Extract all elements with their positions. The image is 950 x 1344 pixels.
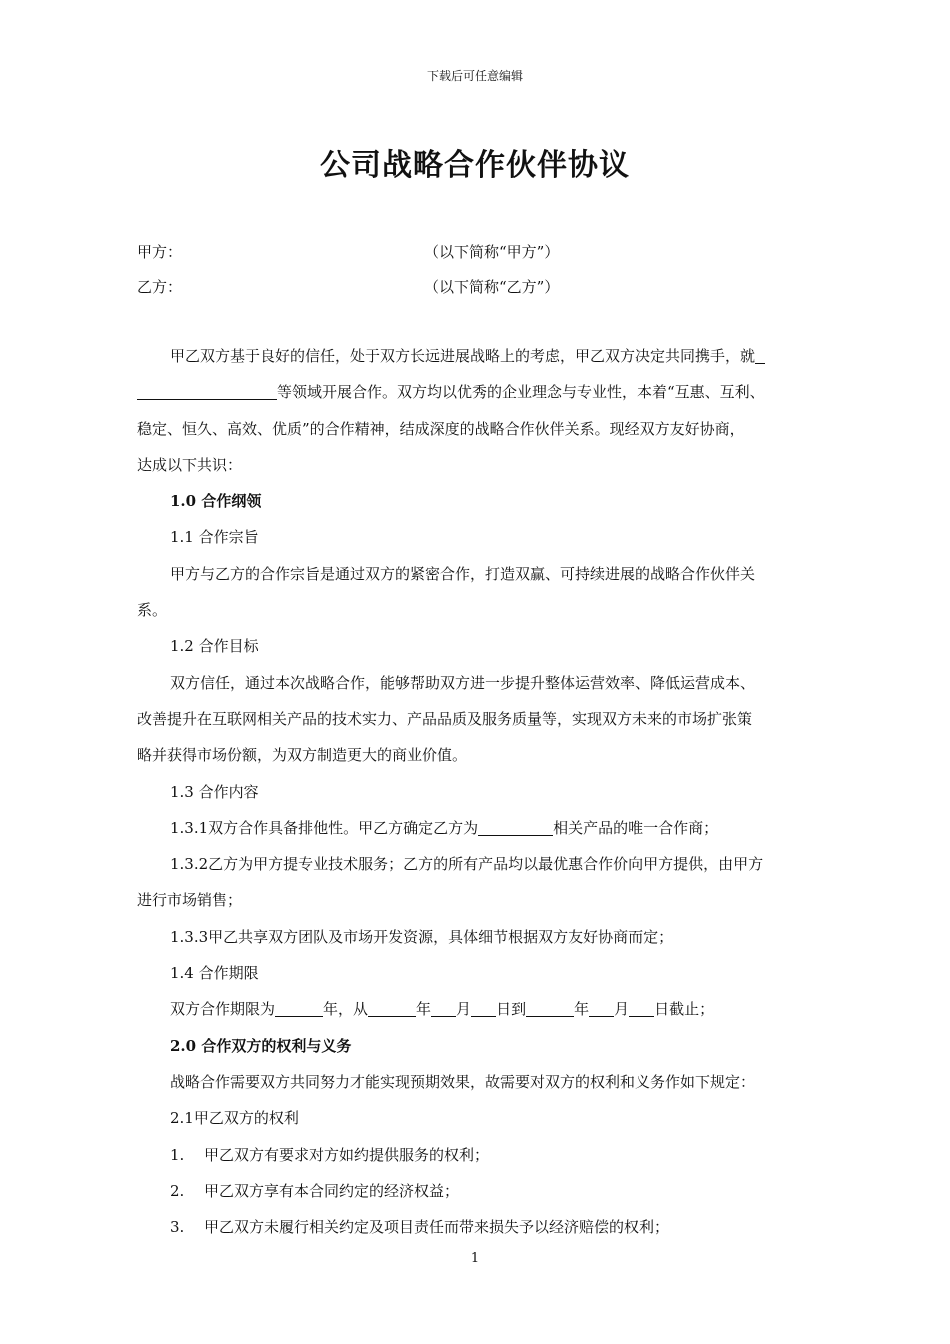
term-text-h: 日截止；	[654, 1000, 715, 1019]
section-1-3-1-text-b: 相关产品的唯一合作商；	[553, 818, 719, 837]
term-text-f: 年	[574, 1000, 590, 1019]
list-item-text: 甲乙双方有要求对方如约提供服务的权利；	[204, 1145, 490, 1164]
section-1-2-line-2: 改善提升在互联网相关产品的技术实力、产品品质及服务质量等，实现双方未来的市场扩张策	[137, 709, 753, 728]
list-item-number: 3.	[170, 1218, 185, 1237]
section-2-heading: 2.0 合作双方的权利与义务	[170, 1036, 352, 1055]
section-1-heading: 1.0 合作纲领	[170, 492, 262, 511]
list-item	[137, 1137, 834, 1173]
section-1-3-2-line-2: 进行市场销售；	[137, 891, 243, 910]
party-a-row	[137, 241, 560, 262]
term-text-g: 月	[614, 1000, 630, 1019]
intro-blank-b	[137, 381, 277, 400]
end-year-blank	[526, 998, 574, 1017]
party-b-label: 乙方：	[137, 278, 183, 296]
start-month-blank	[431, 998, 456, 1017]
page-number: 1	[470, 1251, 480, 1266]
list-item	[137, 1173, 834, 1209]
list-item-number: 1.	[170, 1145, 185, 1164]
list-item	[137, 1209, 834, 1245]
end-month-blank	[589, 998, 614, 1017]
page-header: 下载后可任意编辑	[426, 69, 523, 83]
term-text-e: 日到	[496, 1000, 527, 1019]
section-1-3-title: 1.3 合作内容	[170, 782, 259, 801]
party-b-note: （以下简称“乙方”）	[424, 278, 560, 296]
term-text-d: 月	[456, 1000, 472, 1019]
section-1-3-1	[137, 810, 834, 846]
section-1-1-title: 1.1 合作宗旨	[170, 528, 259, 547]
list-item-number: 2.	[170, 1181, 185, 1200]
intro-blank-a	[755, 345, 765, 364]
term-text-a: 双方合作期限为	[170, 1000, 276, 1019]
intro-line-1	[137, 338, 834, 374]
intro-text-1: 甲乙双方基于良好的信任，处于双方长远进展战略上的考虑，甲乙双方决定共同携手，就	[170, 347, 756, 365]
intro-line-2	[137, 374, 834, 410]
document-body	[137, 338, 834, 1245]
party-a-label: 甲方：	[137, 243, 183, 261]
party-a-note: （以下简称“甲方”）	[424, 243, 560, 261]
section-1-1-line-1: 甲方与乙方的合作宗旨是通过双方的紧密合作，打造双赢、可持续进展的战略合作伙伴关	[170, 564, 756, 583]
party-b-row	[137, 276, 560, 297]
intro-text-2: 等领域开展合作。双方均以优秀的企业理念与专业性，本着“互惠、互利、	[277, 383, 765, 402]
section-1-4-term	[137, 991, 834, 1027]
intro-line-3: 稳定、恒久、高效、优质”的合作精神，结成深度的战略合作伙伴关系。现经双方友好协商，	[137, 419, 745, 438]
document-title: 公司战略合作伙伴协议	[320, 148, 630, 183]
section-1-4-title: 1.4 合作期限	[170, 964, 259, 983]
intro-line-4: 达成以下共识：	[137, 455, 243, 474]
section-1-2-title: 1.2 合作目标	[170, 637, 259, 656]
term-text-b: 年，从	[323, 1000, 369, 1019]
product-blank	[478, 817, 553, 836]
section-2-intro: 战略合作需要双方共同努力才能实现预期效果，故需要对双方的权利和义务作如下规定：	[170, 1072, 756, 1091]
term-years-blank	[275, 998, 323, 1017]
term-text-c: 年	[416, 1000, 432, 1019]
list-item-text: 甲乙双方未履行相关约定及项目责任而带来损失予以经济赔偿的权利；	[204, 1218, 670, 1237]
list-item-text: 甲乙双方享有本合同约定的经济权益；	[204, 1181, 460, 1200]
section-2-1-title: 2.1甲乙双方的权利	[170, 1109, 299, 1128]
start-day-blank	[471, 998, 496, 1017]
end-day-blank	[629, 998, 654, 1017]
section-1-2-line-3: 略并获得市场份额，为双方制造更大的商业价值。	[137, 746, 468, 765]
start-year-blank	[368, 998, 416, 1017]
section-1-3-2-line-1: 1.3.2乙方为甲方提专业技术服务；乙方的所有产品均以最优惠合作价向甲方提供，由甲方	[170, 855, 764, 874]
section-1-2-line-1: 双方信任，通过本次战略合作，能够帮助双方进一步提升整体运营效率、降低运营成本、	[170, 673, 756, 692]
section-1-3-3: 1.3.3甲乙共享双方团队及市场开发资源，具体细节根据双方友好协商而定；	[170, 927, 674, 946]
section-1-3-1-text-a: 1.3.1双方合作具备排他性。甲乙方确定乙方为	[170, 818, 479, 837]
section-1-1-line-2: 系。	[137, 601, 168, 620]
